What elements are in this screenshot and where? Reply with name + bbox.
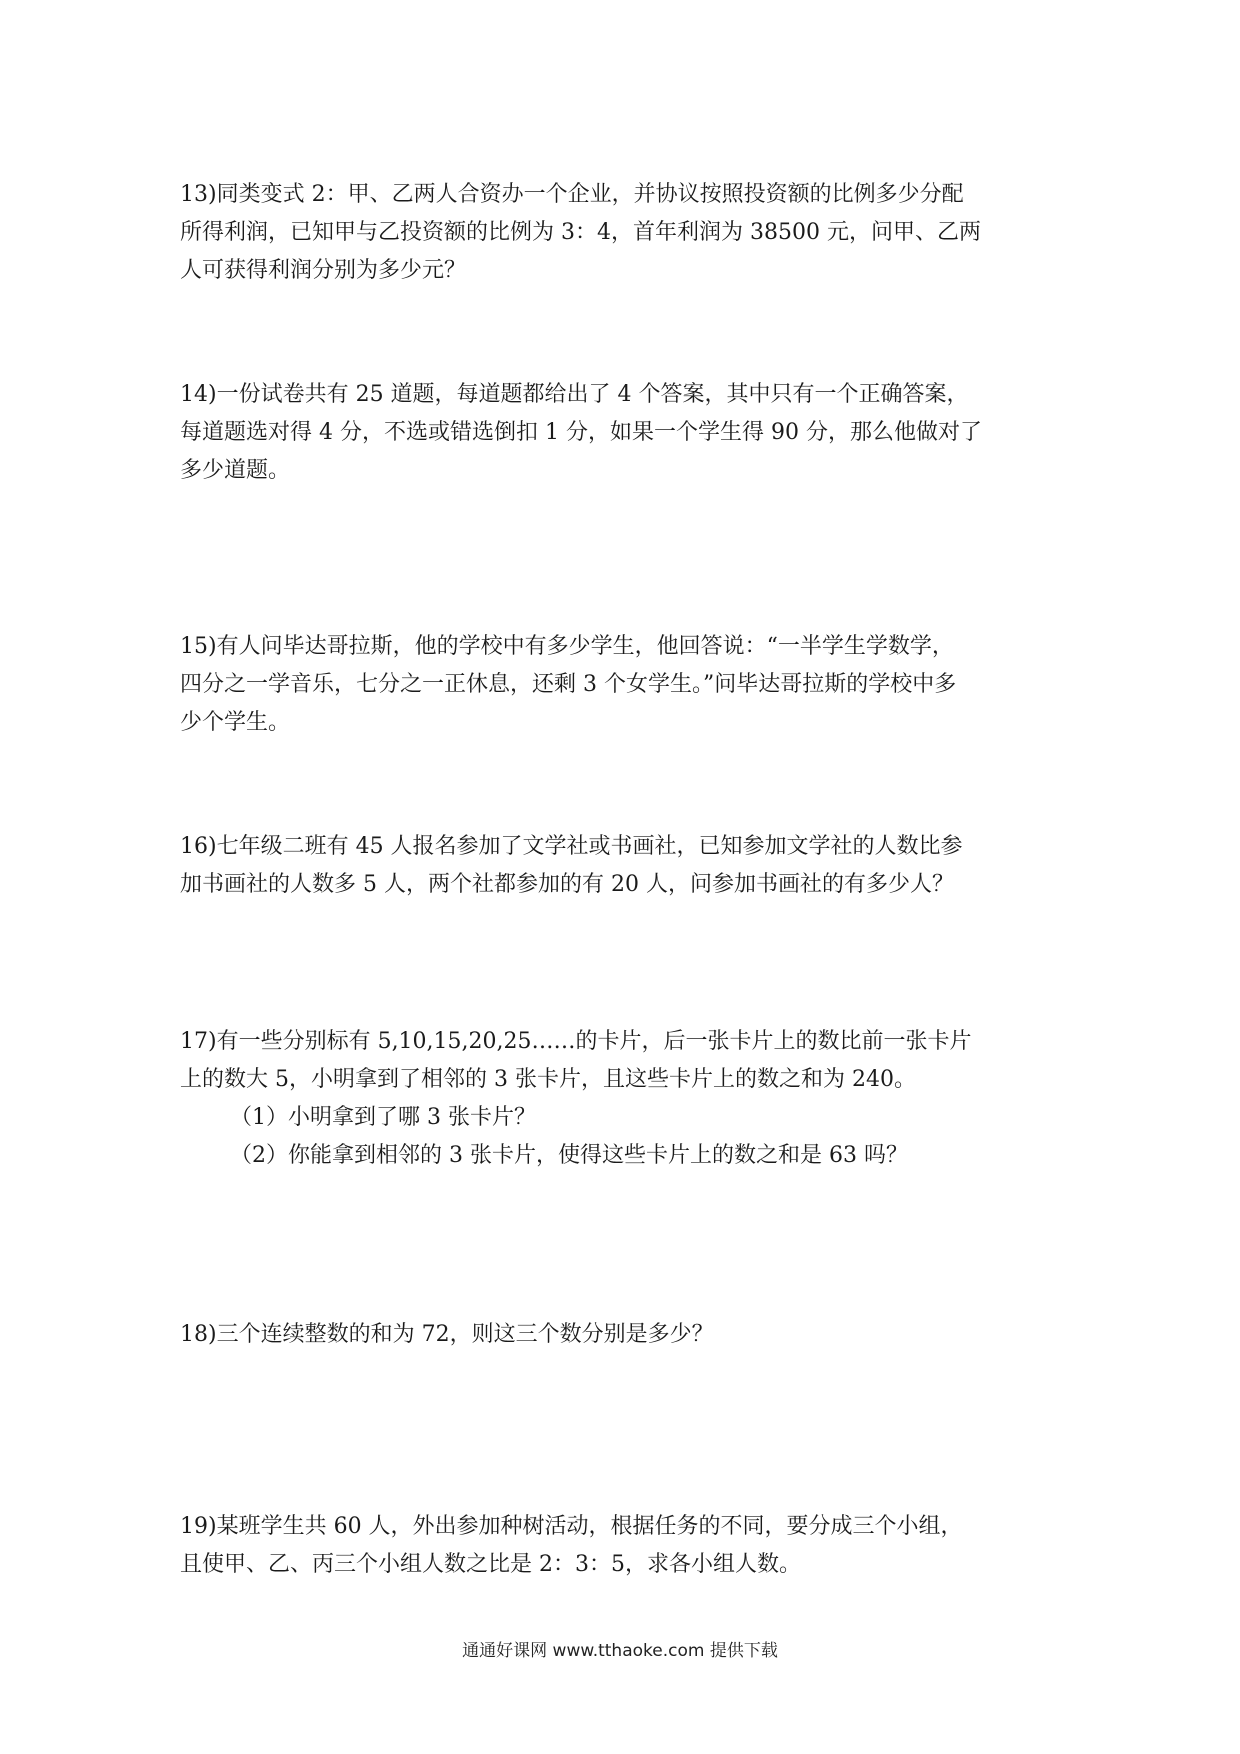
problem-17 (180, 1023, 1070, 1175)
problem-line: 17)有一些分别标有 5,10,15,20,25……的卡片，后一张卡片上的数比前一张卡片 (180, 1029, 972, 1054)
problem-line: 14)一份试卷共有 25 道题，每道题都给出了 4 个答案，其中只有一个正确答案， (180, 382, 969, 407)
problem-line: 每道题选对得 4 分，不选或错选倒扣 1 分，如果一个学生得 90 分，那么他做对了 (180, 420, 982, 445)
problem-14 (180, 376, 1070, 490)
problem-13 (180, 176, 1070, 290)
problem-line: 15)有人问毕达哥拉斯，他的学校中有多少学生，他回答说：“一半学生学数学， (180, 634, 954, 659)
problem-line: 人可获得利润分别为多少元？ (180, 258, 467, 283)
sub-question: （2）你能拿到相邻的 3 张卡片，使得这些卡片上的数之和是 63 吗？ (230, 1143, 908, 1168)
problem-line: 13)同类变式 2：甲、乙两人合资办一个企业，并协议按照投资额的比例多少分配 (180, 182, 964, 207)
problem-line: 且使甲、乙、丙三个小组人数之比是 2：3：5，求各小组人数。 (180, 1552, 801, 1577)
problem-line: 所得利润，已知甲与乙投资额的比例为 3：4，首年利润为 38500 元，问甲、乙两 (180, 220, 981, 245)
problem-line: 18)三个连续整数的和为 72，则这三个数分别是多少？ (180, 1322, 714, 1347)
problem-line: 加书画社的人数多 5 人，两个社都参加的有 20 人，问参加书画社的有多少人？ (180, 872, 954, 897)
problem-16 (180, 828, 1070, 904)
problem-line: 多少道题。 (180, 458, 291, 483)
problem-19 (180, 1508, 1070, 1584)
problem-line: 19)某班学生共 60 人，外出参加种树活动，根据任务的不同，要分成三个小组， (180, 1514, 963, 1539)
problem-line: 四分之一学音乐，七分之一正休息，还剩 3 个女学生。”问毕达哥拉斯的学校中多 (180, 672, 957, 697)
sub-question: （1）小明拿到了哪 3 张卡片？ (230, 1105, 536, 1130)
problem-15 (180, 628, 1070, 742)
problem-line: 少个学生。 (180, 710, 291, 735)
problem-18 (180, 1316, 1070, 1354)
page-footer: 通通好课网 www.tthaoke.com 提供下载 (462, 1641, 778, 1661)
problem-line: 16)七年级二班有 45 人报名参加了文学社或书画社，已知参加文学社的人数比参 (180, 834, 963, 859)
problem-line: 上的数大 5，小明拿到了相邻的 3 张卡片，且这些卡片上的数之和为 240。 (180, 1067, 916, 1092)
